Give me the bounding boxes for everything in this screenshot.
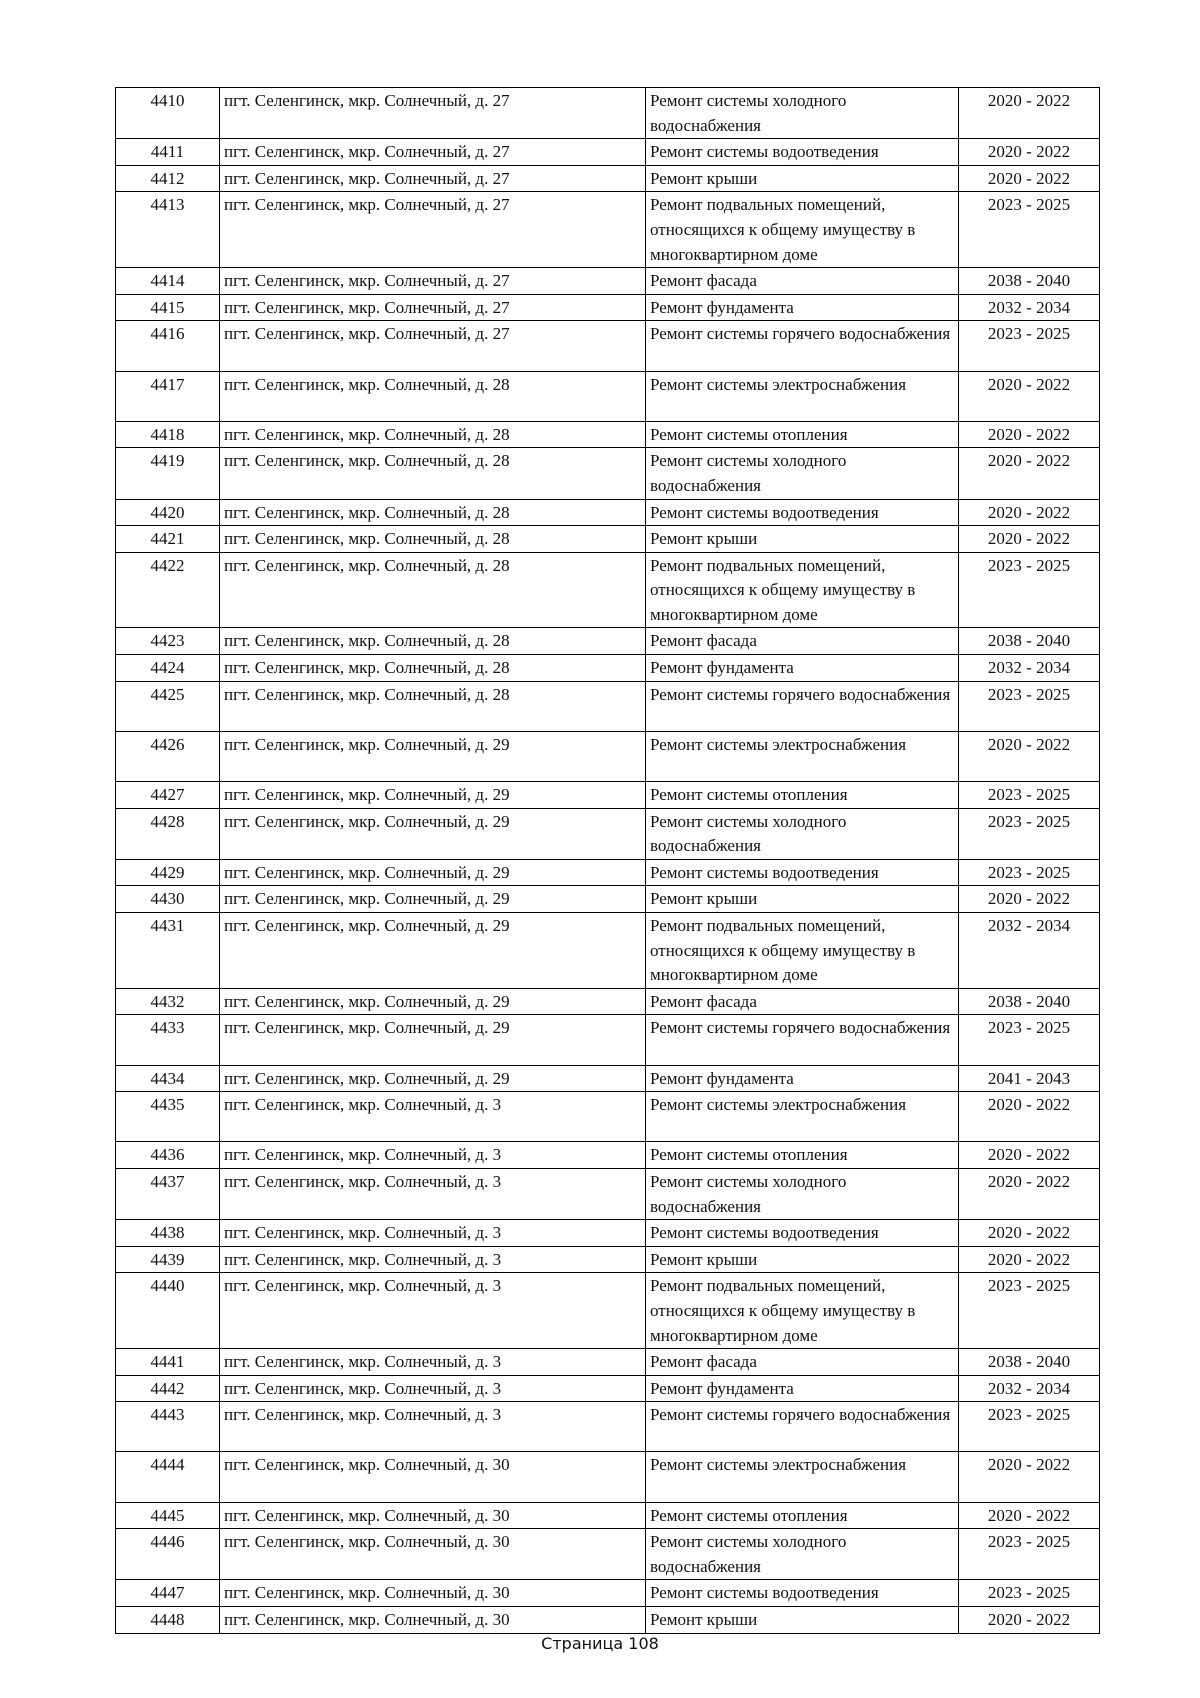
row-number: 4438 bbox=[116, 1220, 220, 1247]
table-row bbox=[116, 681, 1100, 731]
row-address: пгт. Селенгинск, мкр. Солнечный, д. 3 bbox=[220, 1349, 646, 1376]
row-period: 2023 - 2025 bbox=[959, 192, 1100, 268]
row-address: пгт. Селенгинск, мкр. Солнечный, д. 3 bbox=[220, 1142, 646, 1169]
row-work-type: Ремонт системы водоотведения bbox=[646, 499, 959, 526]
row-work-type: Ремонт фасада bbox=[646, 1349, 959, 1376]
row-period: 2032 - 2034 bbox=[959, 294, 1100, 321]
table-row bbox=[116, 552, 1100, 628]
table-row bbox=[116, 859, 1100, 886]
row-work-type: Ремонт подвальных помещений, относящихся к общему имуществу в многоквартирном доме bbox=[646, 192, 959, 268]
row-work-type: Ремонт системы водоотведения bbox=[646, 139, 959, 166]
row-number: 4416 bbox=[116, 321, 220, 371]
row-work-type: Ремонт системы холодного водоснабжения bbox=[646, 448, 959, 499]
row-number: 4427 bbox=[116, 782, 220, 809]
row-number: 4436 bbox=[116, 1142, 220, 1169]
row-period: 2032 - 2034 bbox=[959, 1375, 1100, 1402]
row-address: пгт. Селенгинск, мкр. Солнечный, д. 28 bbox=[220, 421, 646, 448]
table-row bbox=[116, 1502, 1100, 1529]
row-address: пгт. Селенгинск, мкр. Солнечный, д. 28 bbox=[220, 371, 646, 421]
table-row bbox=[116, 1015, 1100, 1065]
row-address: пгт. Селенгинск, мкр. Солнечный, д. 27 bbox=[220, 165, 646, 192]
row-work-type: Ремонт системы водоотведения bbox=[646, 1580, 959, 1607]
table-row bbox=[116, 88, 1100, 139]
table-row bbox=[116, 1273, 1100, 1349]
row-address: пгт. Селенгинск, мкр. Солнечный, д. 29 bbox=[220, 988, 646, 1015]
row-address: пгт. Селенгинск, мкр. Солнечный, д. 3 bbox=[220, 1273, 646, 1349]
row-address: пгт. Селенгинск, мкр. Солнечный, д. 29 bbox=[220, 808, 646, 859]
row-work-type: Ремонт фасада bbox=[646, 268, 959, 295]
table-row bbox=[116, 268, 1100, 295]
row-number: 4441 bbox=[116, 1349, 220, 1376]
row-address: пгт. Селенгинск, мкр. Солнечный, д. 27 bbox=[220, 321, 646, 371]
row-number: 4419 bbox=[116, 448, 220, 499]
row-period: 2038 - 2040 bbox=[959, 628, 1100, 655]
row-number: 4445 bbox=[116, 1502, 220, 1529]
row-work-type: Ремонт системы водоотведения bbox=[646, 859, 959, 886]
page-number: Страница 108 bbox=[541, 1634, 659, 1653]
row-work-type: Ремонт системы отопления bbox=[646, 421, 959, 448]
table-row bbox=[116, 1220, 1100, 1247]
row-period: 2020 - 2022 bbox=[959, 1502, 1100, 1529]
row-number: 4434 bbox=[116, 1065, 220, 1092]
row-work-type: Ремонт системы горячего водоснабжения bbox=[646, 681, 959, 731]
row-number: 4444 bbox=[116, 1452, 220, 1502]
row-work-type: Ремонт системы отопления bbox=[646, 1142, 959, 1169]
row-number: 4446 bbox=[116, 1529, 220, 1580]
table-row bbox=[116, 1065, 1100, 1092]
row-number: 4447 bbox=[116, 1580, 220, 1607]
row-period: 2041 - 2043 bbox=[959, 1065, 1100, 1092]
row-number: 4442 bbox=[116, 1375, 220, 1402]
row-number: 4430 bbox=[116, 886, 220, 913]
row-work-type: Ремонт фундамента bbox=[646, 655, 959, 682]
row-period: 2023 - 2025 bbox=[959, 552, 1100, 628]
row-address: пгт. Селенгинск, мкр. Солнечный, д. 3 bbox=[220, 1168, 646, 1219]
row-address: пгт. Селенгинск, мкр. Солнечный, д. 29 bbox=[220, 1015, 646, 1065]
table-row bbox=[116, 139, 1100, 166]
row-number: 4429 bbox=[116, 859, 220, 886]
row-period: 2023 - 2025 bbox=[959, 808, 1100, 859]
row-number: 4415 bbox=[116, 294, 220, 321]
row-number: 4417 bbox=[116, 371, 220, 421]
table-row bbox=[116, 1402, 1100, 1452]
row-address: пгт. Селенгинск, мкр. Солнечный, д. 29 bbox=[220, 859, 646, 886]
table-row bbox=[116, 1452, 1100, 1502]
row-period: 2020 - 2022 bbox=[959, 421, 1100, 448]
table-row bbox=[116, 1246, 1100, 1273]
row-address: пгт. Селенгинск, мкр. Солнечный, д. 30 bbox=[220, 1452, 646, 1502]
table-row bbox=[116, 499, 1100, 526]
row-period: 2020 - 2022 bbox=[959, 886, 1100, 913]
table-row bbox=[116, 782, 1100, 809]
row-work-type: Ремонт фундамента bbox=[646, 1065, 959, 1092]
row-address: пгт. Селенгинск, мкр. Солнечный, д. 3 bbox=[220, 1092, 646, 1142]
repair-schedule-table bbox=[115, 87, 1100, 1634]
row-work-type: Ремонт системы холодного водоснабжения bbox=[646, 1529, 959, 1580]
row-address: пгт. Селенгинск, мкр. Солнечный, д. 27 bbox=[220, 88, 646, 139]
row-address: пгт. Селенгинск, мкр. Солнечный, д. 3 bbox=[220, 1402, 646, 1452]
row-work-type: Ремонт системы электроснабжения bbox=[646, 1092, 959, 1142]
row-work-type: Ремонт фундамента bbox=[646, 1375, 959, 1402]
row-work-type: Ремонт системы отопления bbox=[646, 1502, 959, 1529]
row-period: 2020 - 2022 bbox=[959, 1220, 1100, 1247]
row-number: 4448 bbox=[116, 1607, 220, 1634]
row-period: 2020 - 2022 bbox=[959, 1168, 1100, 1219]
row-period: 2032 - 2034 bbox=[959, 913, 1100, 989]
row-work-type: Ремонт системы горячего водоснабжения bbox=[646, 1402, 959, 1452]
table-row bbox=[116, 1092, 1100, 1142]
row-address: пгт. Селенгинск, мкр. Солнечный, д. 30 bbox=[220, 1502, 646, 1529]
row-work-type: Ремонт системы горячего водоснабжения bbox=[646, 1015, 959, 1065]
row-number: 4412 bbox=[116, 165, 220, 192]
table-row bbox=[116, 165, 1100, 192]
row-period: 2020 - 2022 bbox=[959, 1142, 1100, 1169]
table-row bbox=[116, 731, 1100, 781]
table-row bbox=[116, 628, 1100, 655]
row-period: 2038 - 2040 bbox=[959, 1349, 1100, 1376]
row-number: 4443 bbox=[116, 1402, 220, 1452]
row-work-type: Ремонт фасада bbox=[646, 628, 959, 655]
row-work-type: Ремонт системы холодного водоснабжения bbox=[646, 88, 959, 139]
row-period: 2020 - 2022 bbox=[959, 526, 1100, 553]
row-period: 2020 - 2022 bbox=[959, 448, 1100, 499]
row-work-type: Ремонт крыши bbox=[646, 165, 959, 192]
row-work-type: Ремонт крыши bbox=[646, 1607, 959, 1634]
row-work-type: Ремонт системы горячего водоснабжения bbox=[646, 321, 959, 371]
row-address: пгт. Селенгинск, мкр. Солнечный, д. 30 bbox=[220, 1580, 646, 1607]
row-number: 4414 bbox=[116, 268, 220, 295]
table-row bbox=[116, 886, 1100, 913]
table-row bbox=[116, 1168, 1100, 1219]
row-number: 4433 bbox=[116, 1015, 220, 1065]
row-period: 2023 - 2025 bbox=[959, 681, 1100, 731]
row-period: 2020 - 2022 bbox=[959, 165, 1100, 192]
table-row bbox=[116, 421, 1100, 448]
row-address: пгт. Селенгинск, мкр. Солнечный, д. 29 bbox=[220, 886, 646, 913]
row-work-type: Ремонт фундамента bbox=[646, 294, 959, 321]
row-number: 4432 bbox=[116, 988, 220, 1015]
row-address: пгт. Селенгинск, мкр. Солнечный, д. 28 bbox=[220, 448, 646, 499]
row-number: 4437 bbox=[116, 1168, 220, 1219]
row-address: пгт. Селенгинск, мкр. Солнечный, д. 3 bbox=[220, 1375, 646, 1402]
table-row bbox=[116, 526, 1100, 553]
table-body bbox=[116, 88, 1100, 1634]
row-address: пгт. Селенгинск, мкр. Солнечный, д. 28 bbox=[220, 628, 646, 655]
row-period: 2023 - 2025 bbox=[959, 1529, 1100, 1580]
row-period: 2020 - 2022 bbox=[959, 88, 1100, 139]
row-period: 2020 - 2022 bbox=[959, 139, 1100, 166]
row-number: 4411 bbox=[116, 139, 220, 166]
row-address: пгт. Селенгинск, мкр. Солнечный, д. 30 bbox=[220, 1529, 646, 1580]
table-row bbox=[116, 1349, 1100, 1376]
table-row bbox=[116, 294, 1100, 321]
row-work-type: Ремонт крыши bbox=[646, 526, 959, 553]
row-address: пгт. Селенгинск, мкр. Солнечный, д. 28 bbox=[220, 552, 646, 628]
row-period: 2023 - 2025 bbox=[959, 321, 1100, 371]
row-address: пгт. Селенгинск, мкр. Солнечный, д. 28 bbox=[220, 526, 646, 553]
row-work-type: Ремонт крыши bbox=[646, 1246, 959, 1273]
row-address: пгт. Селенгинск, мкр. Солнечный, д. 30 bbox=[220, 1607, 646, 1634]
row-period: 2020 - 2022 bbox=[959, 371, 1100, 421]
row-number: 4422 bbox=[116, 552, 220, 628]
row-number: 4440 bbox=[116, 1273, 220, 1349]
row-period: 2038 - 2040 bbox=[959, 268, 1100, 295]
row-period: 2020 - 2022 bbox=[959, 1452, 1100, 1502]
table-row bbox=[116, 192, 1100, 268]
row-period: 2023 - 2025 bbox=[959, 1580, 1100, 1607]
row-work-type: Ремонт фасада bbox=[646, 988, 959, 1015]
row-period: 2020 - 2022 bbox=[959, 1246, 1100, 1273]
row-number: 4413 bbox=[116, 192, 220, 268]
table-row bbox=[116, 1375, 1100, 1402]
row-period: 2023 - 2025 bbox=[959, 782, 1100, 809]
row-address: пгт. Селенгинск, мкр. Солнечный, д. 29 bbox=[220, 1065, 646, 1092]
row-number: 4428 bbox=[116, 808, 220, 859]
row-work-type: Ремонт подвальных помещений, относящихся к общему имуществу в многоквартирном доме bbox=[646, 913, 959, 989]
row-address: пгт. Селенгинск, мкр. Солнечный, д. 28 bbox=[220, 499, 646, 526]
row-number: 4425 bbox=[116, 681, 220, 731]
table-row bbox=[116, 1529, 1100, 1580]
row-period: 2023 - 2025 bbox=[959, 1015, 1100, 1065]
row-period: 2023 - 2025 bbox=[959, 1402, 1100, 1452]
table-row bbox=[116, 655, 1100, 682]
row-address: пгт. Селенгинск, мкр. Солнечный, д. 29 bbox=[220, 913, 646, 989]
row-work-type: Ремонт системы электроснабжения bbox=[646, 371, 959, 421]
row-work-type: Ремонт системы электроснабжения bbox=[646, 731, 959, 781]
row-number: 4418 bbox=[116, 421, 220, 448]
table-row bbox=[116, 371, 1100, 421]
row-number: 4421 bbox=[116, 526, 220, 553]
row-period: 2038 - 2040 bbox=[959, 988, 1100, 1015]
table-row bbox=[116, 448, 1100, 499]
table-row bbox=[116, 1142, 1100, 1169]
row-address: пгт. Селенгинск, мкр. Солнечный, д. 28 bbox=[220, 655, 646, 682]
row-address: пгт. Селенгинск, мкр. Солнечный, д. 3 bbox=[220, 1220, 646, 1247]
row-work-type: Ремонт системы холодного водоснабжения bbox=[646, 1168, 959, 1219]
row-number: 4439 bbox=[116, 1246, 220, 1273]
row-address: пгт. Селенгинск, мкр. Солнечный, д. 28 bbox=[220, 681, 646, 731]
row-work-type: Ремонт системы электроснабжения bbox=[646, 1452, 959, 1502]
row-work-type: Ремонт системы водоотведения bbox=[646, 1220, 959, 1247]
row-period: 2023 - 2025 bbox=[959, 859, 1100, 886]
row-address: пгт. Селенгинск, мкр. Солнечный, д. 27 bbox=[220, 294, 646, 321]
table-row bbox=[116, 988, 1100, 1015]
row-number: 4423 bbox=[116, 628, 220, 655]
row-number: 4426 bbox=[116, 731, 220, 781]
row-address: пгт. Селенгинск, мкр. Солнечный, д. 27 bbox=[220, 268, 646, 295]
table-row bbox=[116, 808, 1100, 859]
table-row bbox=[116, 1580, 1100, 1607]
row-work-type: Ремонт крыши bbox=[646, 886, 959, 913]
row-address: пгт. Селенгинск, мкр. Солнечный, д. 27 bbox=[220, 192, 646, 268]
row-address: пгт. Селенгинск, мкр. Солнечный, д. 29 bbox=[220, 731, 646, 781]
row-number: 4435 bbox=[116, 1092, 220, 1142]
row-number: 4431 bbox=[116, 913, 220, 989]
table-row bbox=[116, 1607, 1100, 1634]
row-period: 2032 - 2034 bbox=[959, 655, 1100, 682]
row-address: пгт. Селенгинск, мкр. Солнечный, д. 29 bbox=[220, 782, 646, 809]
row-work-type: Ремонт подвальных помещений, относящихся к общему имуществу в многоквартирном доме bbox=[646, 552, 959, 628]
row-number: 4420 bbox=[116, 499, 220, 526]
row-work-type: Ремонт системы отопления bbox=[646, 782, 959, 809]
row-work-type: Ремонт системы холодного водоснабжения bbox=[646, 808, 959, 859]
row-number: 4424 bbox=[116, 655, 220, 682]
table-row bbox=[116, 913, 1100, 989]
row-period: 2020 - 2022 bbox=[959, 1092, 1100, 1142]
row-address: пгт. Селенгинск, мкр. Солнечный, д. 3 bbox=[220, 1246, 646, 1273]
row-address: пгт. Селенгинск, мкр. Солнечный, д. 27 bbox=[220, 139, 646, 166]
row-number: 4410 bbox=[116, 88, 220, 139]
table-row bbox=[116, 321, 1100, 371]
row-period: 2020 - 2022 bbox=[959, 731, 1100, 781]
row-period: 2023 - 2025 bbox=[959, 1273, 1100, 1349]
row-period: 2020 - 2022 bbox=[959, 1607, 1100, 1634]
row-period: 2020 - 2022 bbox=[959, 499, 1100, 526]
row-work-type: Ремонт подвальных помещений, относящихся к общему имуществу в многоквартирном доме bbox=[646, 1273, 959, 1349]
